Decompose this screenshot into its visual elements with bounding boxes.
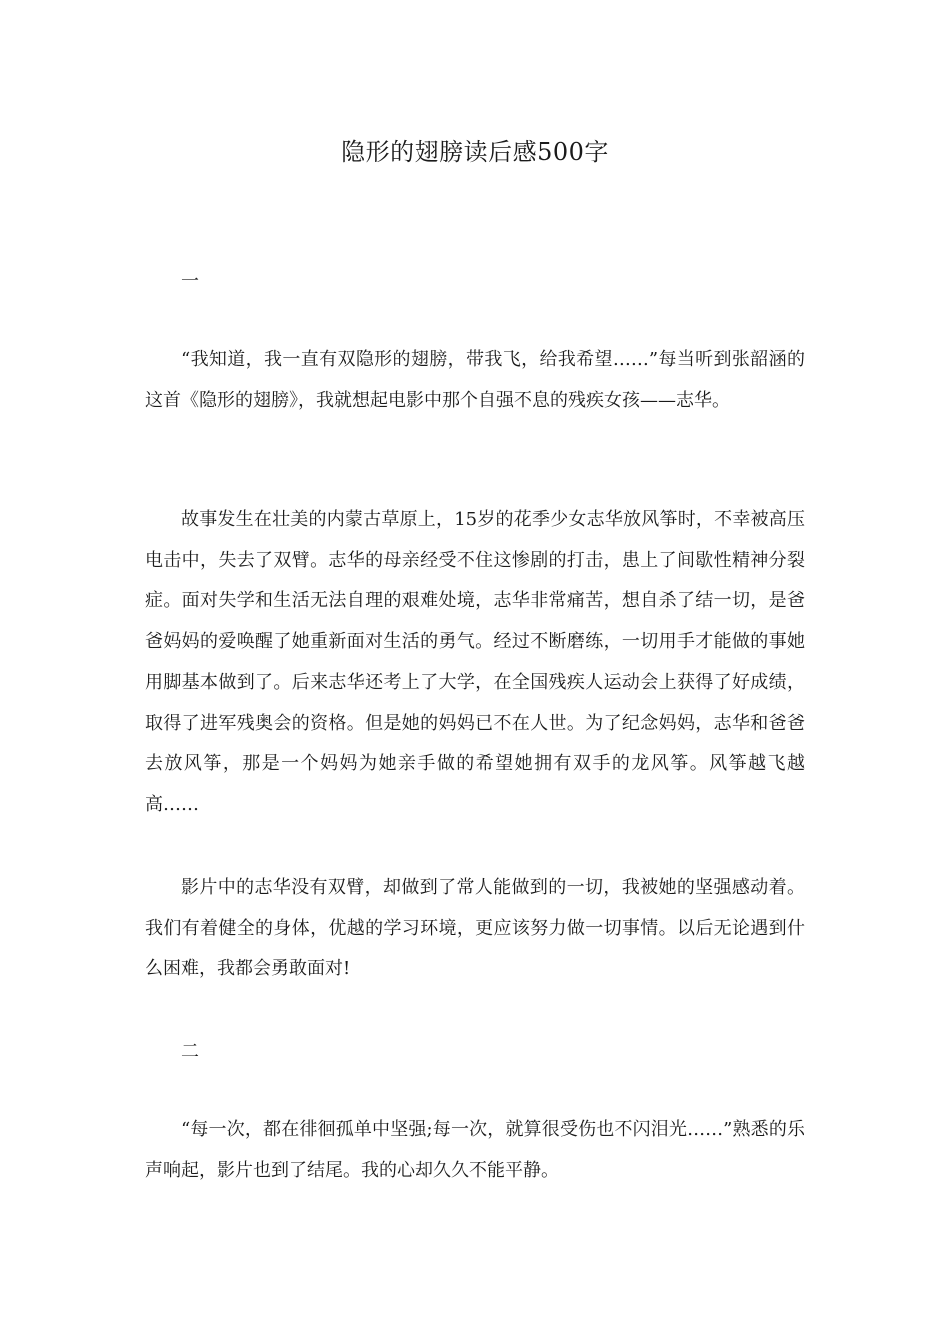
paragraph-song-intro: “我知道，我一直有双隐形的翅膀，带我飞，给我希望……”每当听到张韶涵的这首《隐形的翅膀》，我就想起电影中那个自强不息的残疾女孩——志华。 xyxy=(145,349,805,411)
paragraph-ending: “每一次，都在徘徊孤单中坚强;每一次，就算很受伤也不闪泪光……”熟悉的乐声响起，影片也到了结尾。我的心却久久不能平静。 xyxy=(145,1119,805,1181)
section-heading-two: 二 xyxy=(181,1041,199,1062)
paragraph-story: 故事发生在壮美的内蒙古草原上，15岁的花季少女志华放风筝时，不幸被高压电击中，失去了双臂。志华的母亲经受不住这惨剧的打击，患上了间歇性精神分裂症。面对失学和生活无法自理的艰难处境，志华非常痛苦，想自杀了结一切，是爸爸妈妈的爱唤醒了她重新面对生活的勇气。经过不断磨练，一切用手才能做的事她用脚基本做到了。后来志华还考上了大学，在全国残疾人运动会上获得了好成绩，取得了进军残奥会的资格。但是她的妈妈已不在人世。为了纪念妈妈，志华和爸爸去放风筝，那是一个妈妈为她亲手做的希望她拥有双手的龙风筝。风筝越飞越高…… xyxy=(145,509,805,815)
paragraph-reflection: 影片中的志华没有双臂，却做到了常人能做到的一切，我被她的坚强感动着。我们有着健全的身体，优越的学习环境，更应该努力做一切事情。以后无论遇到什么困难，我都会勇敢面对! xyxy=(145,877,805,980)
section-heading-one: 一 xyxy=(181,271,199,292)
document-title: 隐形的翅膀读后感500字 xyxy=(341,138,609,166)
